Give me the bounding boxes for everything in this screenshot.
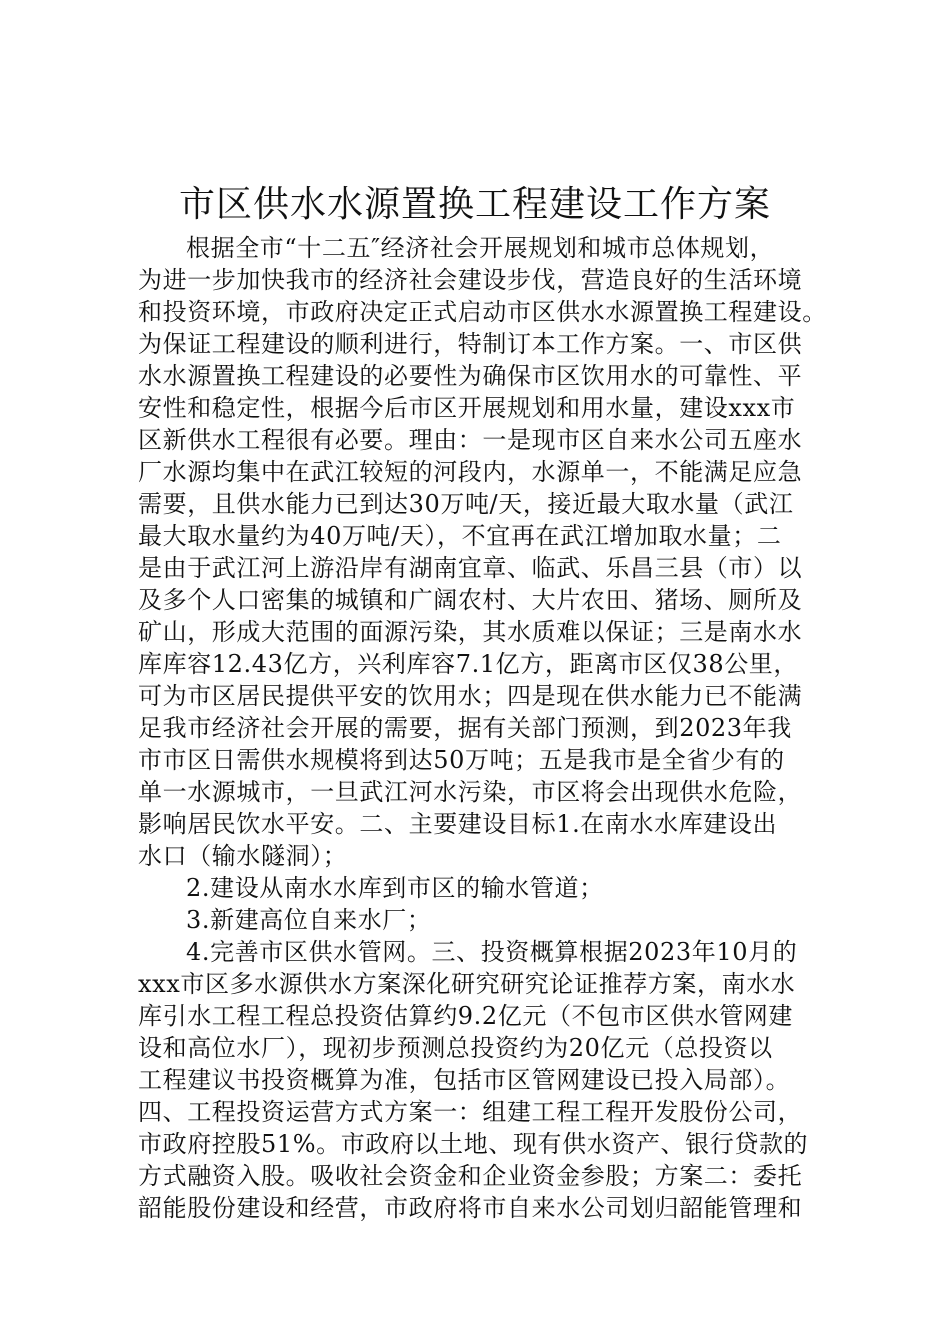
body-line: 四、工程投资运营方式方案一：组建工程工程开发股份公司， bbox=[138, 1098, 803, 1126]
body-line: 可为市区居民提供平安的饮用水；四是现在供水能力已不能满 bbox=[138, 682, 803, 710]
body-line: 为保证工程建设的顺利进行，特制订本工作方案。一、市区供 bbox=[138, 330, 803, 358]
body-line: 库引水工程工程总投资估算约9.2亿元（不包市区供水管网建 bbox=[138, 1002, 793, 1030]
body-line: 区新供水工程很有必要。理由：一是现市区自来水公司五座水 bbox=[138, 426, 803, 454]
body-line: 和投资环境，市政府决定正式启动市区供水水源置换工程建设。 bbox=[138, 298, 827, 326]
body-line: 市政府控股51%。市政府以土地、现有供水资产、银行贷款的 bbox=[138, 1130, 809, 1158]
body-line: 水水源置换工程建设的必要性为确保市区饮用水的可靠性、平 bbox=[138, 362, 803, 390]
body-line: 方式融资入股。吸收社会资金和企业资金参股；方案二：委托 bbox=[138, 1162, 803, 1190]
body-line: 最大取水量约为40万吨/天），不宜再在武江增加取水量；二 bbox=[138, 522, 782, 550]
body-line: 厂水源均集中在武江较短的河段内，水源单一，不能满足应急 bbox=[138, 458, 803, 486]
list-item-line: 2.建设从南水水库到市区的输水管道； bbox=[186, 874, 604, 902]
body-line: 需要，且供水能力已到达30万吨/天，接近最大取水量（武江 bbox=[138, 490, 794, 518]
body-line: 市市区日需供水规模将到达50万吨；五是我市是全省少有的 bbox=[138, 746, 785, 774]
body-line: 韶能股份建设和经营，市政府将市自来水公司划归韶能管理和 bbox=[138, 1194, 803, 1222]
body-line: 矿山，形成大范围的面源污染，其水质难以保证；三是南水水 bbox=[138, 618, 803, 646]
body-line: 根据全市“十二五″经济社会开展规划和城市总体规划， bbox=[186, 234, 775, 262]
list-item-line: 4.完善市区供水管网。三、投资概算根据2023年10月的 bbox=[186, 938, 798, 966]
body-line: 水口（输水隧洞）； bbox=[138, 842, 348, 870]
body-line: 单一水源城市，一旦武江河水污染，市区将会出现供水危险， bbox=[138, 778, 803, 806]
body-line: xxx市区多水源供水方案深化研究研究论证推荐方案，南水水 bbox=[138, 970, 796, 998]
body-line: 工程建议书投资概算为准，包括市区管网建设已投入局部）。 bbox=[138, 1066, 791, 1094]
body-line: 安性和稳定性，根据今后市区开展规划和用水量，建设xxx市 bbox=[138, 394, 796, 422]
body-line: 及多个人口密集的城镇和广阔农村、大片农田、猪场、厕所及 bbox=[138, 586, 803, 614]
body-line: 足我市经济社会开展的需要，据有关部门预测，到2023年我 bbox=[138, 714, 792, 742]
body-line: 影响居民饮水平安。二、主要建设目标1.在南水水库建设出 bbox=[138, 810, 778, 838]
list-item-line: 3.新建高位自来水厂； bbox=[186, 906, 432, 934]
body-line: 库库容12.43亿方，兴利库容7.1亿方，距离市区仅38公里， bbox=[138, 650, 799, 678]
body-line: 设和高位水厂），现初步预测总投资约为20亿元（总投资以 bbox=[138, 1034, 773, 1062]
body-line: 是由于武江河上游沿岸有湖南宜章、临武、乐昌三县（市）以 bbox=[138, 554, 803, 582]
body-line: 为进一步加快我市的经济社会建设步伐，营造良好的生活环境 bbox=[138, 266, 803, 294]
document-title: 市区供水水源置换工程建设工作方案 bbox=[178, 184, 771, 225]
